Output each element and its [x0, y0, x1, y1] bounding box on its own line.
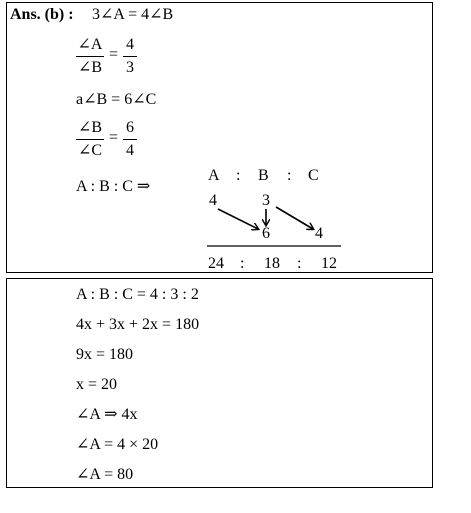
row1-value-b: 3 — [262, 192, 270, 209]
fraction-4-over-3: 4 3 — [123, 36, 137, 77]
equals-sign-1: = — [109, 46, 119, 63]
result-b: 18 — [264, 255, 280, 272]
header-c: C — [308, 167, 319, 184]
equation-line-1: 3∠A = 4∠B — [92, 6, 174, 23]
row2-value-c: 4 — [315, 225, 323, 242]
header-a: A — [208, 167, 220, 184]
row1-value-a: 4 — [209, 192, 217, 209]
step-line-7: ∠A = 80 — [76, 466, 134, 483]
header-colon-1: : — [236, 167, 241, 184]
ratio-label: A : B : C ⇒ — [76, 178, 151, 195]
arrow-b-to-c — [276, 207, 313, 229]
arrow-a-to-b — [218, 209, 258, 229]
row2-value-b: 6 — [262, 225, 270, 242]
step-line-1: A : B : C = 4 : 3 : 2 — [76, 286, 199, 303]
result-a: 24 — [208, 255, 224, 272]
equals-sign-2: = — [109, 129, 119, 146]
result-c: 12 — [321, 255, 337, 272]
fraction-6-over-4: 6 4 — [123, 119, 137, 160]
step-line-4: x = 20 — [76, 376, 118, 393]
step-line-5: ∠A ⇒ 4x — [76, 406, 138, 423]
result-colon-2: : — [297, 255, 302, 272]
step-line-3: 9x = 180 — [76, 346, 134, 363]
fraction-a-over-b: ∠A ∠B — [77, 36, 103, 76]
step-line-6: ∠A = 4 × 20 — [76, 436, 159, 453]
header-b: B — [258, 167, 269, 184]
header-colon-2: : — [287, 167, 292, 184]
answer-label: Ans. (b) : — [10, 6, 74, 23]
step-line-2: 4x + 3x + 2x = 180 — [76, 316, 200, 333]
fraction-b-over-c: ∠B ∠C — [77, 119, 103, 159]
result-colon-1: : — [240, 255, 245, 272]
equation-line-3: a∠B = 6∠C — [76, 91, 157, 108]
